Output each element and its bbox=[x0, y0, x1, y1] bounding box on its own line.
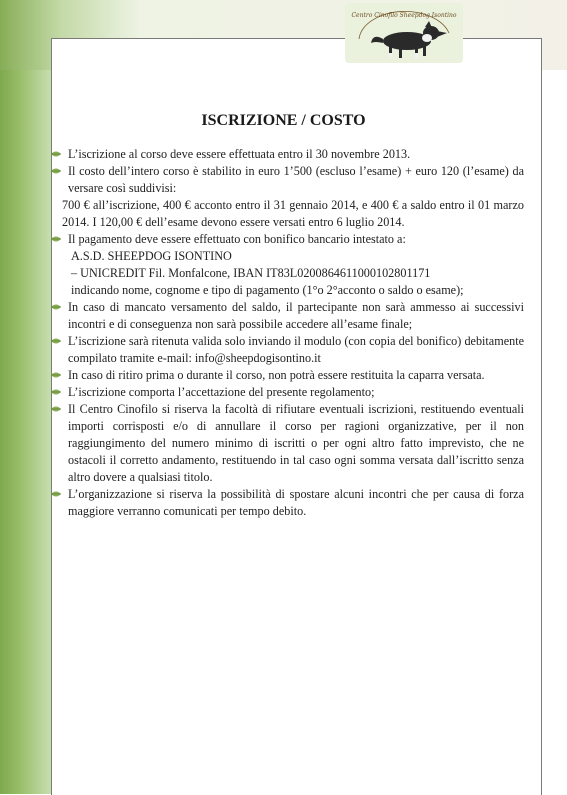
list-item bbox=[52, 299, 524, 333]
item-text: In caso di mancato versamento del saldo, il partecipante non sarà ammesso ai successivi incontri e di conseguenza non sarà possibile accedere all’esame finale; bbox=[68, 300, 524, 331]
leaf-bullet-icon bbox=[50, 302, 62, 312]
terms-list bbox=[52, 146, 524, 520]
list-item bbox=[52, 146, 524, 163]
svg-text:Centro Cinofilo Sheepdog Isont: Centro Cinofilo Sheepdog Isontino bbox=[351, 12, 457, 19]
leaf-bullet-icon bbox=[50, 370, 62, 380]
list-item bbox=[52, 384, 524, 401]
logo bbox=[345, 3, 463, 63]
item-text: Il pagamento deve essere effettuato con bonifico bancario intestato a: bbox=[68, 232, 406, 246]
list-item bbox=[52, 231, 524, 299]
bank-details: – UNICREDIT Fil. Monfalcone, IBAN IT83L0200864611000102801171 bbox=[71, 266, 431, 280]
list-item bbox=[52, 486, 524, 520]
leaf-bullet-icon bbox=[50, 336, 62, 346]
leaf-bullet-icon bbox=[50, 234, 62, 244]
account-holder: A.S.D. SHEEPDOG ISONTINO bbox=[71, 249, 232, 263]
leaf-bullet-icon bbox=[50, 387, 62, 397]
item-text: indicando nome, cognome e tipo di pagamento (1°o 2°acconto o saldo o esame); bbox=[71, 283, 464, 297]
list-item bbox=[52, 401, 524, 486]
leaf-bullet-icon bbox=[50, 149, 62, 159]
item-text: 700 € all’iscrizione, 400 € acconto entro il 31 gennaio 2014, e 400 € a saldo entro il 01 marzo 2014. I 120,00 € dell’esame devono essere versati entro 6 luglio 2014. bbox=[62, 198, 524, 229]
leaf-bullet-icon bbox=[50, 404, 62, 414]
list-item bbox=[52, 163, 524, 231]
item-text: Il Centro Cinofilo si riserva la facoltà di rifiutare eventuali iscrizioni, restituendo eventuali importi corrisposti e/o di annullare il corso per ragioni organizzative, per il non raggiungimento del numero minimo di iscritti o per ogni altro fatto imprevisto, che ne ostacoli il corretto andamento, restituendo in tal caso ogni somma versata dall’iscritto senza altro dovere a qualsiasi titolo. bbox=[68, 402, 524, 484]
list-item bbox=[52, 367, 524, 384]
list-item bbox=[52, 333, 524, 367]
item-text: L’organizzazione si riserva la possibilità di spostare alcuni incontri che per causa di forza maggiore verranno comunicati per tempo debito. bbox=[68, 487, 524, 518]
item-text: Il costo dell’intero corso è stabilito in euro 1’500 (escluso l’esame) + euro 120 (l’esame) da versare così suddivisi: bbox=[68, 164, 524, 195]
item-text: L’iscrizione al corso deve essere effettuata entro il 30 novembre 2013. bbox=[68, 147, 411, 161]
sheepdog-logo-icon bbox=[345, 3, 463, 63]
page-title: ISCRIZIONE / COSTO bbox=[201, 112, 366, 129]
leaf-bullet-icon bbox=[50, 166, 62, 176]
item-text: L’iscrizione sarà ritenuta valida solo inviando il modulo (con copia del bonifico) debitamente compilato tramite e-mail: info@sheepdogisontino.it bbox=[68, 334, 524, 365]
item-text: L’iscrizione comporta l’accettazione del presente regolamento; bbox=[68, 385, 375, 399]
leaf-bullet-icon bbox=[50, 489, 62, 499]
item-text: In caso di ritiro prima o durante il corso, non potrà essere restituita la caparra versata. bbox=[68, 368, 485, 382]
